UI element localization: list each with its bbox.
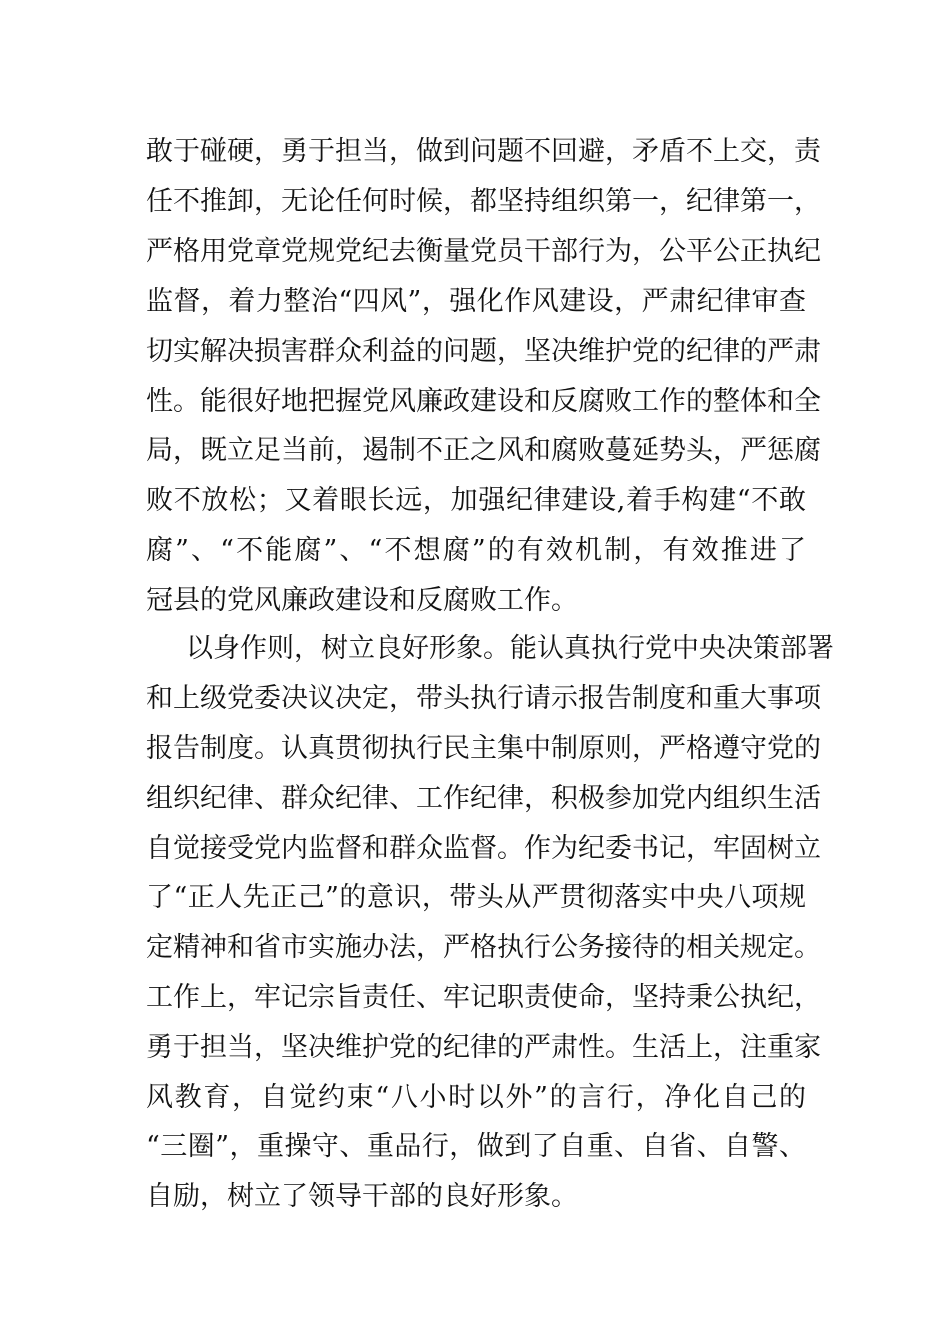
- text-line: 局，既立足当前，遏制不正之风和腐败蔓延势头，严惩腐: [146, 435, 821, 466]
- text-line: 自觉接受党内监督和群众监督。作为纪委书记，牢固树立: [146, 833, 821, 864]
- text-line: 和上级党委决议决定，带头执行请示报告制度和重大事项: [146, 683, 821, 714]
- text-line: “三圈”，重操守、重品行，做到了自重、自省、自警、: [146, 1131, 806, 1162]
- text-line: 腐”、“不能腐”、“不想腐”的有效机制，有效推进了: [146, 535, 806, 566]
- text-line: 敢于碰硬，勇于担当，做到问题不回避，矛盾不上交，责: [146, 136, 821, 167]
- text-line: 组织纪律、群众纪律、工作纪律，积极参加党内组织生活: [146, 783, 821, 814]
- text-line: 风教育，自觉约束“八小时以外”的言行，净化自己的: [146, 1082, 806, 1113]
- text-line: 冠县的党风廉政建设和反腐败工作。: [146, 585, 578, 616]
- text-line: 任不推卸，无论任何时候，都坚持组织第一，纪律第一，: [146, 186, 821, 217]
- text-line: 勇于担当，坚决维护党的纪律的严肃性。生活上，注重家: [146, 1032, 821, 1063]
- text-line: 工作上，牢记宗旨责任、牢记职责使命，坚持秉公执纪，: [146, 982, 821, 1013]
- text-line: 自励，树立了领导干部的良好形象。: [146, 1181, 578, 1212]
- text-line: 了“正人先正己”的意识，带头从严贯彻落实中央八项规: [146, 882, 806, 913]
- text-line: 报告制度。认真贯彻执行民主集中制原则，严格遵守党的: [146, 733, 821, 764]
- text-line: 监督，着力整治“四风”，强化作风建设，严肃纪律审查: [146, 286, 806, 317]
- text-line: 定精神和省市实施办法，严格执行公务接待的相关规定。: [146, 932, 821, 963]
- text-line: 严格用党章党规党纪去衡量党员干部行为，公平公正执纪: [146, 236, 821, 267]
- text-line: 性。能很好地把握党风廉政建设和反腐败工作的整体和全: [146, 386, 821, 417]
- text-line: 以身作则，树立良好形象。能认真执行党中央决策部署: [186, 633, 834, 664]
- text-line: 切实解决损害群众利益的问题，坚决维护党的纪律的严肃: [146, 336, 821, 367]
- text-line: 败不放松；又着眼长远，加强纪律建设,着手构建“不敢: [146, 485, 806, 516]
